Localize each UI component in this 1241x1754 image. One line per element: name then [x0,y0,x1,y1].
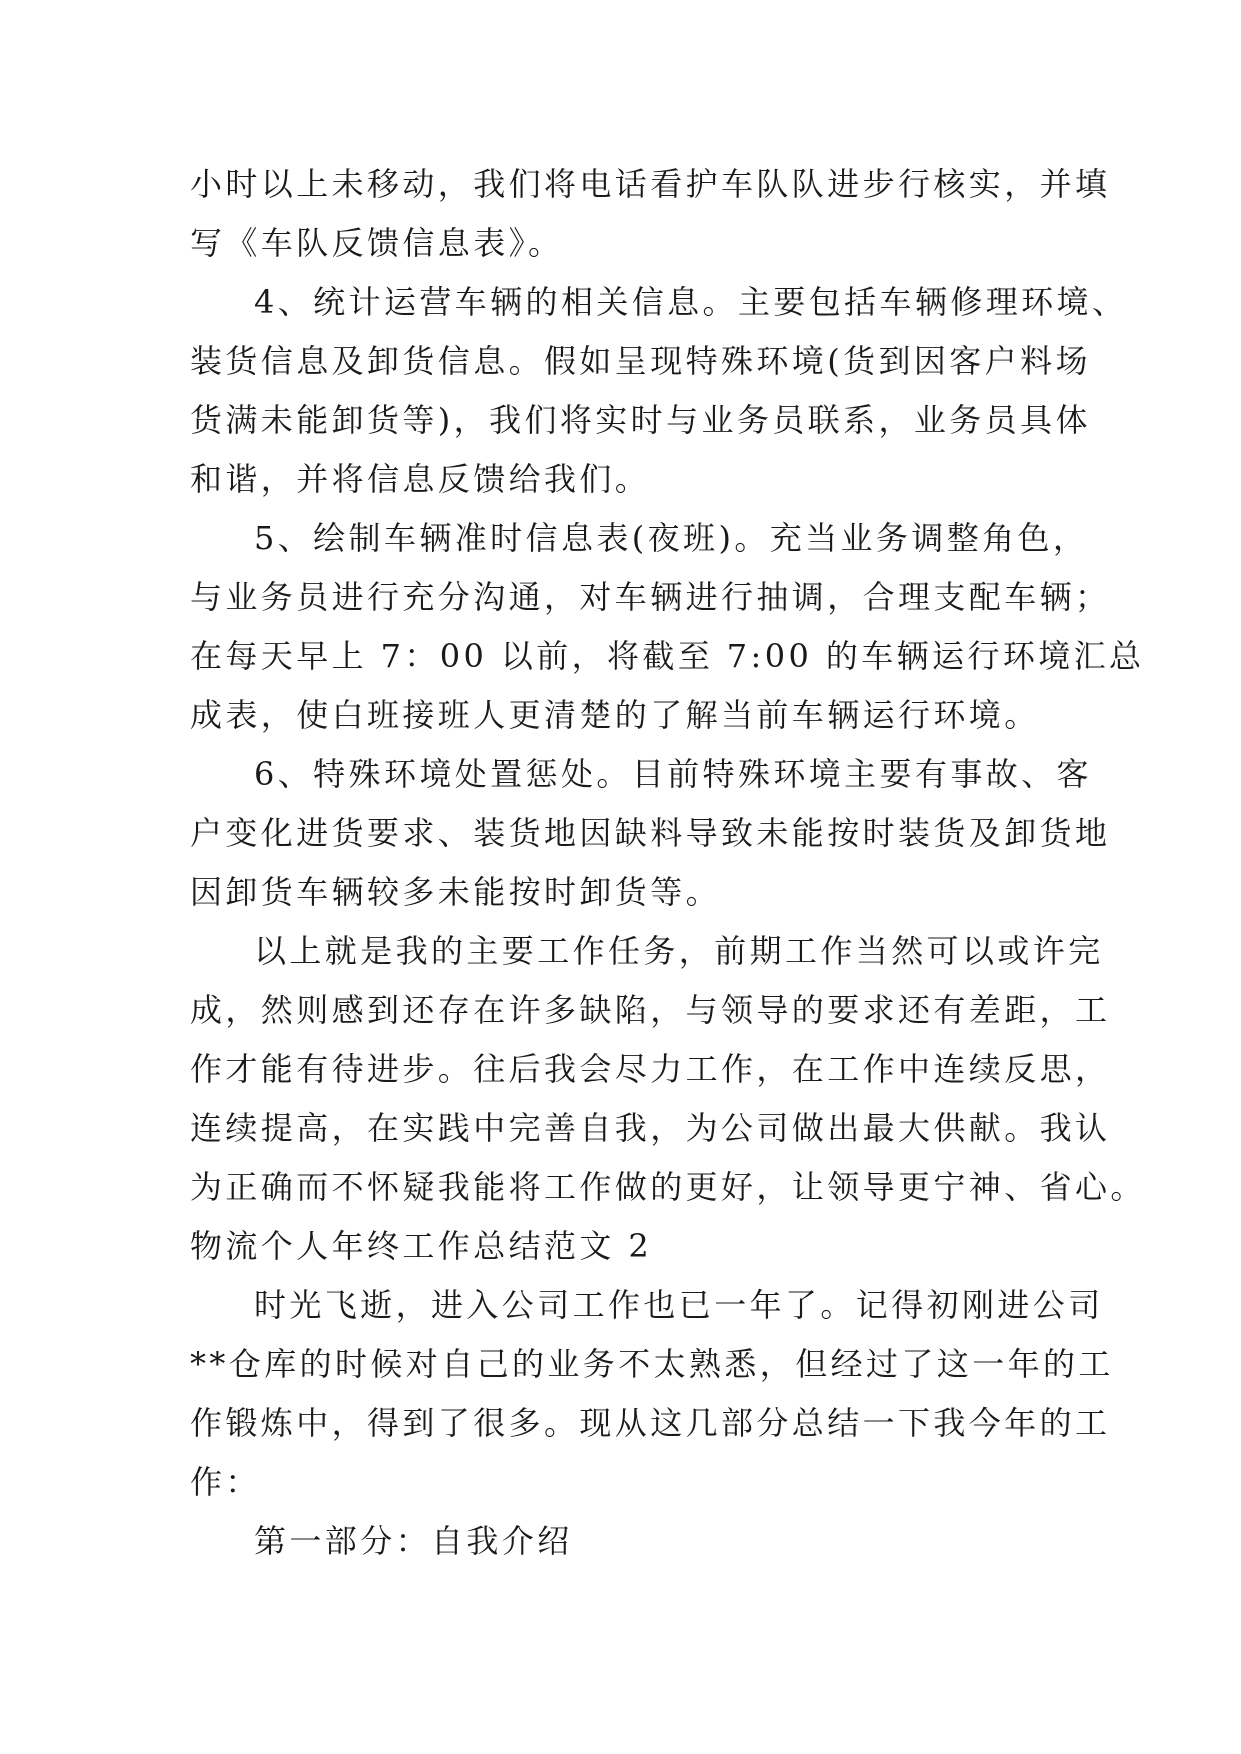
paragraph-line: 户变化进货要求、装货地因缺料导致未能按时装货及卸货地 [190,814,1111,852]
paragraph-line: 成表，使白班接班人更清楚的了解当前车辆运行环境。 [190,696,1040,734]
paragraph-line: 成，然则感到还存在许多缺陷，与领导的要求还有差距，工 [190,991,1111,1029]
paragraph-line: 货满未能卸货等)，我们将实时与业务员联系，业务员具体 [190,401,1091,439]
paragraph-line: 6、特殊环境处置惩处。目前特殊环境主要有事故、客 [254,755,1092,793]
paragraph-line: 写《车队反馈信息表》。 [190,224,564,262]
paragraph-line: 4、统计运营车辆的相关信息。主要包括车辆修理环境、 [254,283,1128,321]
subsection-heading: 第一部分：自我介绍 [254,1522,573,1560]
paragraph-line: 和谐，并将信息反馈给我们。 [190,460,651,498]
paragraph-line: 作才能有待进步。往后我会尽力工作，在工作中连续反思， [190,1050,1111,1088]
paragraph-line: 作锻炼中，得到了很多。现从这几部分总结一下我今年的工 [190,1404,1111,1442]
paragraph-line: 与业务员进行充分沟通，对车辆进行抽调，合理支配车辆； [190,578,1111,616]
paragraph-line: 连续提高，在实践中完善自我，为公司做出最大供献。我认 [190,1109,1111,1147]
paragraph-line: 为正确而不怀疑我能将工作做的更好，让领导更宁神、省心。 [190,1168,1146,1206]
paragraph-line: 作： [190,1463,261,1501]
section-heading: 物流个人年终工作总结范文 2 [190,1227,653,1265]
paragraph-line: **仓库的时候对自己的业务不太熟悉，但经过了这一年的工 [190,1345,1114,1383]
paragraph-line: 因卸货车辆较多未能按时卸货等。 [190,873,722,911]
paragraph-line: 5、绘制车辆准时信息表(夜班)。充当业务调整角色， [254,519,1089,557]
paragraph-line: 时光飞逝，进入公司工作也已一年了。记得初刚进公司 [254,1286,1104,1324]
paragraph-line: 在每天早上 7：00 以前，将截至 7:00 的车辆运行环境汇总 [190,637,1145,675]
paragraph-line: 小时以上未移动，我们将电话看护车队队进步行核实，并填 [190,165,1111,203]
paragraph-line: 以上就是我的主要工作任务，前期工作当然可以或许完 [254,932,1104,970]
paragraph-line: 装货信息及卸货信息。假如呈现特殊环境(货到因客户料场 [190,342,1091,380]
